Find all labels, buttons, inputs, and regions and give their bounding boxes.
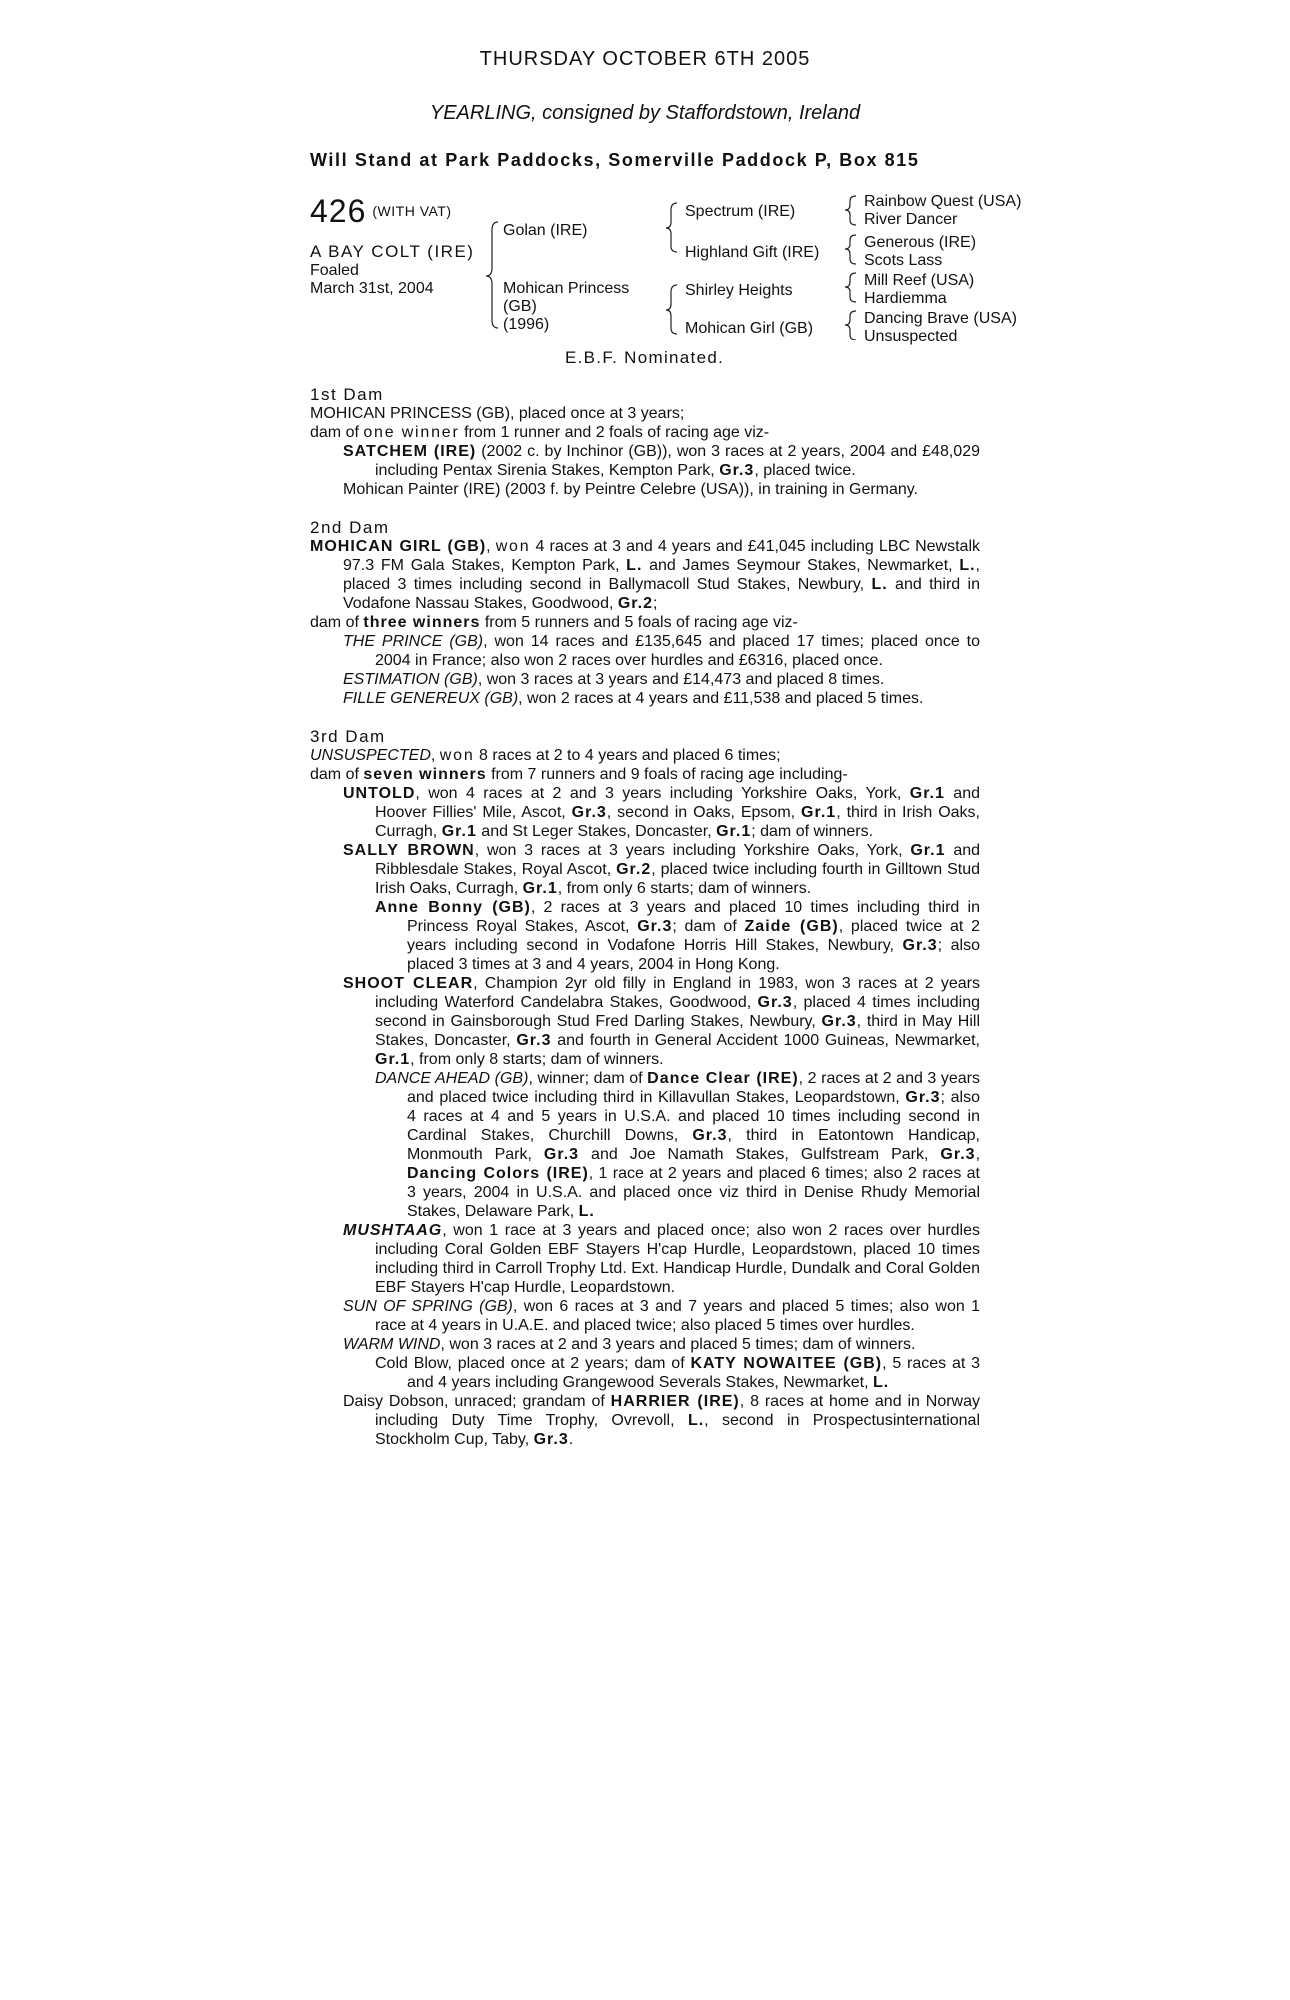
foaled-label: Foaled [310, 262, 359, 279]
second-dam-record: MOHICAN GIRL (GB), won 4 races at 3 and 4 years and £41,045 including LBC Newstalk 97.3 FM Gala Stakes, Kempton Park, L. and James Seymour Stakes, Newmarket, L., placed 3 times including second in Ballymacoll Stud Stakes, Newbury, L. and third in Vodafone Nassau Stakes, Goodwood, Gr.2; [310, 538, 981, 612]
sire-sire: Spectrum (IRE) [685, 203, 796, 220]
sire: Golan (IRE) [503, 222, 588, 239]
stand-location: Will Stand at Park Paddocks, Somerville Paddock P, Box 815 [310, 150, 920, 170]
third-dam-heading: 3rd Dam [310, 727, 386, 746]
ancestor-dsd: Hardiemma [864, 290, 947, 307]
produce-mohican-painter: Mohican Painter (IRE) (2003 f. by Peintre Celebre (USA)), in training in Germany. [343, 481, 919, 498]
produce-sun-of-spring: SUN OF SPRING (GB), won 6 races at 3 and 7 years and placed 5 times; also won 1 race at 4 years in U.A.E. and placed twice; also placed 5 times over hurdles. [343, 1298, 980, 1334]
ancestor-dss: Mill Reef (USA) [864, 272, 975, 289]
vat-note: (WITH VAT) [372, 203, 452, 219]
dam-line-2: (GB) [503, 298, 537, 315]
lot-number-value: 426 [310, 193, 367, 229]
dam-line-3: (1996) [503, 316, 550, 333]
produce-warm-wind: WARM WIND, won 3 races at 2 and 3 years and placed 5 times; dam of winners. [343, 1336, 916, 1353]
consignment-line: YEARLING, consigned by Staffordstown, Ireland [429, 102, 861, 124]
dam-sire: Shirley Heights [685, 282, 793, 299]
produce-the-prince: THE PRINCE (GB), won 14 races and £135,645 and placed 17 times; placed once to 2004 in France; also won 2 races over hurdles and £6316, placed once. [343, 633, 980, 669]
first-dam-line-2: dam of one winner from 1 runner and 2 foals of racing age viz- [310, 424, 770, 441]
second-dam-summary: dam of three winners from 5 runners and 5 foals of racing age viz- [310, 614, 798, 631]
first-dam-line-1: MOHICAN PRINCESS (GB), placed once at 3 years; [310, 405, 685, 422]
ancestor-sds: Generous (IRE) [864, 234, 977, 251]
produce-cold-blow: Cold Blow, placed once at 2 years; dam of KATY NOWAITEE (GB), 5 races at 3 and 4 years including Grangewood Severals Stakes, Newmarket, L. [375, 1355, 981, 1391]
third-dam-line-1: UNSUSPECTED, won 8 races at 2 to 4 years and placed 6 times; [310, 747, 781, 764]
produce-untold: UNTOLD, won 4 races at 2 and 3 years including Yorkshire Oaks, York, Gr.1 and Hoover Fillies' Mile, Ascot, Gr.3, second in Oaks, Epsom, Gr.1, third in Irish Oaks, Curragh, Gr.1 and St Leger Stakes, Doncaster, Gr.1; dam of winners. [343, 785, 981, 840]
ancestor-ddd: Unsuspected [864, 328, 958, 345]
ancestor-sss: Rainbow Quest (USA) [864, 193, 1022, 210]
ebf-nominated: E.B.F. Nominated. [565, 348, 725, 367]
dam [503, 280, 629, 334]
produce-dance-ahead: DANCE AHEAD (GB), winner; dam of Dance Clear (IRE), 2 races at 2 and 3 years and placed twice including third in Killavullan Stakes, Leopardstown, Gr.3; also 4 races at 4 and 5 years in U.S.A. and placed 10 times including second in Cardinal Stakes, Churchill Downs, Gr.3, third in Eatontown Handicap, Monmouth Park, Gr.3 and Joe Namath Stakes, Gulfstream Park, Gr.3, Dancing Colors (IRE), 1 race at 2 years and placed 6 times; also 2 races at 3 years, 2004 in U.S.A. and placed once viz third in Denise Rhudy Memorial Stakes, Delaware Park, L. [375, 1070, 981, 1220]
sire-dam: Highland Gift (IRE) [685, 244, 820, 261]
dam-dam: Mohican Girl (GB) [685, 320, 814, 337]
produce-shoot-clear: SHOOT CLEAR, Champion 2yr old filly in England in 1983, won 3 races at 2 years including Waterford Candelabra Stakes, Goodwood, Gr.3, placed 4 times including second in Gainsborough Stud Fred Darling Stakes, Newbury, Gr.3, third in May Hill Stakes, Doncaster, Gr.3 and fourth in General Accident 1000 Guineas, Newmarket, Gr.1, from only 8 starts; dam of winners. [343, 975, 981, 1068]
second-dam-heading: 2nd Dam [310, 518, 390, 537]
produce-estimation: ESTIMATION (GB), won 3 races at 3 years and £14,473 and placed 8 times. [343, 671, 885, 688]
ancestor-dds: Dancing Brave (USA) [864, 310, 1017, 327]
pedigree-braces [0, 0, 1290, 340]
dam-line-1: Mohican Princess [503, 280, 630, 297]
produce-satchem: SATCHEM (IRE) (2002 c. by Inchinor (GB)), won 3 races at 2 years, 2004 and £48,029 including Pentax Sirenia Stakes, Kempton Park, Gr.3, placed twice. [343, 443, 980, 479]
ancestor-sdd: Scots Lass [864, 252, 943, 269]
first-dam-heading: 1st Dam [310, 385, 384, 404]
ancestor-ssd: River Dancer [864, 211, 958, 228]
sale-date: THURSDAY OCTOBER 6TH 2005 [479, 48, 811, 70]
produce-anne-bonny: Anne Bonny (GB), 2 races at 3 years and placed 10 times including third in Princess Royal Stakes, Ascot, Gr.3; dam of Zaide (GB), placed twice at 2 years including second in Vodafone Horris Hill Stakes, Newbury, Gr.3; also placed 3 times at 3 and 4 years, 2004 in Hong Kong. [375, 899, 981, 973]
produce-daisy-dobson: Daisy Dobson, unraced; grandam of HARRIER (IRE), 8 races at home and in Norway including Duty Time Trophy, Ovrevoll, L., second in Prospectusinternational Stockholm Cup, Taby, Gr.3. [343, 1393, 981, 1448]
produce-fille-genereux: FILLE GENEREUX (GB), won 2 races at 4 years and £11,538 and placed 5 times. [343, 690, 924, 707]
foaled-date: March 31st, 2004 [310, 280, 434, 297]
produce-mushtaag: MUSHTAAG, won 1 race at 3 years and placed once; also won 2 races over hurdles including Coral Golden EBF Stayers H'cap Hurdle, Leopardstown, placed 10 times including third in Carroll Trophy Ltd. Ext. Handicap Hurdle, Dundalk and Coral Golden EBF Stayers H'cap Hurdle, Leopardstown. [343, 1222, 980, 1296]
produce-record [310, 385, 980, 1449]
third-dam-line-2: dam of seven winners from 7 runners and 9 foals of racing age including- [310, 766, 848, 783]
produce-sally-brown: SALLY BROWN, won 3 races at 3 years including Yorkshire Oaks, York, Gr.1 and Ribblesdale Stakes, Royal Ascot, Gr.2, placed twice including fourth in Gilltown Stud Irish Oaks, Curragh, Gr.1, from only 6 starts; dam of winners. [343, 842, 981, 897]
lot-name: A BAY COLT (IRE) [310, 242, 475, 261]
